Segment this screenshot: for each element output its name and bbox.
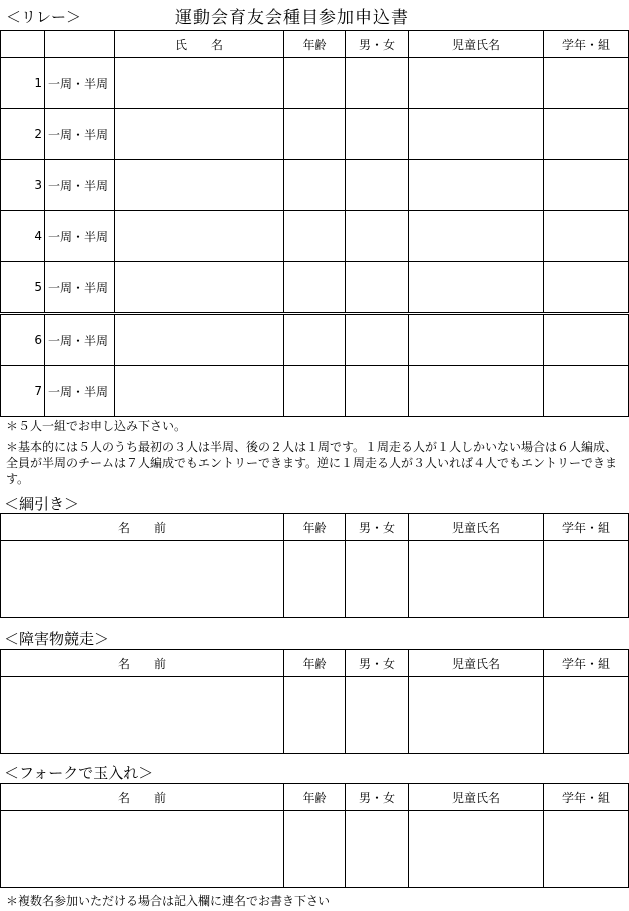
gender-cell[interactable] — [346, 262, 409, 314]
grade-class-cell[interactable] — [544, 211, 629, 262]
grade-class-cell[interactable] — [544, 160, 629, 211]
grade-class-cell[interactable] — [544, 677, 629, 754]
relay-table — [0, 30, 629, 417]
fork-header-row — [1, 784, 629, 811]
child-name-cell[interactable] — [409, 541, 544, 618]
age-cell[interactable] — [284, 811, 346, 888]
distance-choice[interactable]: 一周・半周 — [45, 211, 115, 262]
gender-cell[interactable] — [346, 314, 409, 366]
col-name: 名 前 — [1, 650, 284, 677]
distance-choice[interactable]: 一周・半周 — [45, 58, 115, 109]
name-cell[interactable] — [115, 211, 284, 262]
fork-table — [0, 783, 629, 888]
age-cell[interactable] — [284, 109, 346, 160]
relay-col-name: 氏 名 — [115, 31, 284, 58]
relay-col-grade-class: 学年・組 — [544, 31, 629, 58]
grade-class-cell[interactable] — [544, 811, 629, 888]
relay-row — [1, 58, 629, 109]
relay-row — [1, 160, 629, 211]
gender-cell[interactable] — [346, 58, 409, 109]
age-cell[interactable] — [284, 366, 346, 417]
relay-note-rules: ＊基本的には５人のうち最初の３人は半周、後の２人は１周です。１周走る人が１人しかいない場合は６人編成、全員が半周のチームは７人編成でもエントリーできます。逆に１周走る人が３人いれば４人でもエントリーできます。 — [6, 440, 618, 486]
relay-row — [1, 314, 629, 366]
age-cell[interactable] — [284, 262, 346, 314]
relay-col-gender: 男・女 — [346, 31, 409, 58]
relay-col-age: 年齢 — [284, 31, 346, 58]
tugofwar-entry-row — [1, 541, 629, 618]
tugofwar-table — [0, 513, 629, 618]
col-child-name: 児童氏名 — [409, 650, 544, 677]
col-age: 年齢 — [284, 784, 346, 811]
relay-col-number — [1, 31, 45, 58]
grade-class-cell[interactable] — [544, 314, 629, 366]
obstacle-entry-row — [1, 677, 629, 754]
distance-choice[interactable]: 一周・半周 — [45, 314, 115, 366]
relay-col-distance — [45, 31, 115, 58]
child-name-cell[interactable] — [409, 366, 544, 417]
name-cell[interactable] — [115, 58, 284, 109]
footer-note: ＊複数名参加いただける場合は記入欄に連名でお書き下さい — [6, 894, 331, 908]
row-number: 7 — [1, 366, 45, 417]
col-gender: 男・女 — [346, 784, 409, 811]
child-name-cell[interactable] — [409, 677, 544, 754]
gender-cell[interactable] — [346, 211, 409, 262]
grade-class-cell[interactable] — [544, 541, 629, 618]
grade-class-cell[interactable] — [544, 109, 629, 160]
child-name-cell[interactable] — [409, 811, 544, 888]
age-cell[interactable] — [284, 160, 346, 211]
gender-cell[interactable] — [346, 160, 409, 211]
obstacle-table — [0, 649, 629, 754]
relay-row — [1, 109, 629, 160]
relay-row — [1, 211, 629, 262]
fork-entry-row — [1, 811, 629, 888]
distance-choice[interactable]: 一周・半周 — [45, 109, 115, 160]
gender-cell[interactable] — [346, 677, 409, 754]
name-cell[interactable] — [115, 314, 284, 366]
row-number: 5 — [1, 262, 45, 314]
relay-header-row — [1, 31, 629, 58]
col-grade-class: 学年・組 — [544, 650, 629, 677]
name-cell[interactable] — [115, 109, 284, 160]
row-number: 2 — [1, 109, 45, 160]
grade-class-cell[interactable] — [544, 366, 629, 417]
child-name-cell[interactable] — [409, 314, 544, 366]
col-grade-class: 学年・組 — [544, 514, 629, 541]
distance-choice[interactable]: 一周・半周 — [45, 160, 115, 211]
relay-note-team-size: ＊５人一組でお申し込み下さい。 — [6, 419, 187, 433]
relay-row — [1, 366, 629, 417]
document-title: 運動会育友会種目参加申込書 — [175, 8, 409, 28]
col-age: 年齢 — [284, 650, 346, 677]
distance-choice[interactable]: 一周・半周 — [45, 262, 115, 314]
child-name-cell[interactable] — [409, 211, 544, 262]
col-name: 名 前 — [1, 514, 284, 541]
tugofwar-heading: ＜綱引き＞ — [4, 495, 80, 513]
age-cell[interactable] — [284, 677, 346, 754]
row-number: 3 — [1, 160, 45, 211]
row-number: 1 — [1, 58, 45, 109]
name-cell[interactable] — [115, 366, 284, 417]
gender-cell[interactable] — [346, 366, 409, 417]
name-cell[interactable] — [115, 262, 284, 314]
name-cell[interactable] — [1, 541, 284, 618]
name-cell[interactable] — [115, 160, 284, 211]
row-number: 4 — [1, 211, 45, 262]
age-cell[interactable] — [284, 541, 346, 618]
child-name-cell[interactable] — [409, 160, 544, 211]
gender-cell[interactable] — [346, 811, 409, 888]
col-child-name: 児童氏名 — [409, 514, 544, 541]
row-number: 6 — [1, 314, 45, 366]
col-gender: 男・女 — [346, 650, 409, 677]
col-child-name: 児童氏名 — [409, 784, 544, 811]
child-name-cell[interactable] — [409, 262, 544, 314]
child-name-cell[interactable] — [409, 109, 544, 160]
name-cell[interactable] — [1, 811, 284, 888]
obstacle-heading: ＜障害物競走＞ — [4, 630, 110, 648]
col-gender: 男・女 — [346, 514, 409, 541]
relay-heading: ＜リレー＞ — [6, 8, 82, 26]
name-cell[interactable] — [1, 677, 284, 754]
col-name: 名 前 — [1, 784, 284, 811]
age-cell[interactable] — [284, 58, 346, 109]
grade-class-cell[interactable] — [544, 58, 629, 109]
age-cell[interactable] — [284, 211, 346, 262]
col-grade-class: 学年・組 — [544, 784, 629, 811]
age-cell[interactable] — [284, 314, 346, 366]
relay-row — [1, 262, 629, 314]
gender-cell[interactable] — [346, 109, 409, 160]
obstacle-header-row — [1, 650, 629, 677]
distance-choice[interactable]: 一周・半周 — [45, 366, 115, 417]
fork-heading: ＜フォークで玉入れ＞ — [4, 764, 154, 782]
relay-col-child-name: 児童氏名 — [409, 31, 544, 58]
col-age: 年齢 — [284, 514, 346, 541]
child-name-cell[interactable] — [409, 58, 544, 109]
grade-class-cell[interactable] — [544, 262, 629, 314]
gender-cell[interactable] — [346, 541, 409, 618]
tugofwar-header-row — [1, 514, 629, 541]
